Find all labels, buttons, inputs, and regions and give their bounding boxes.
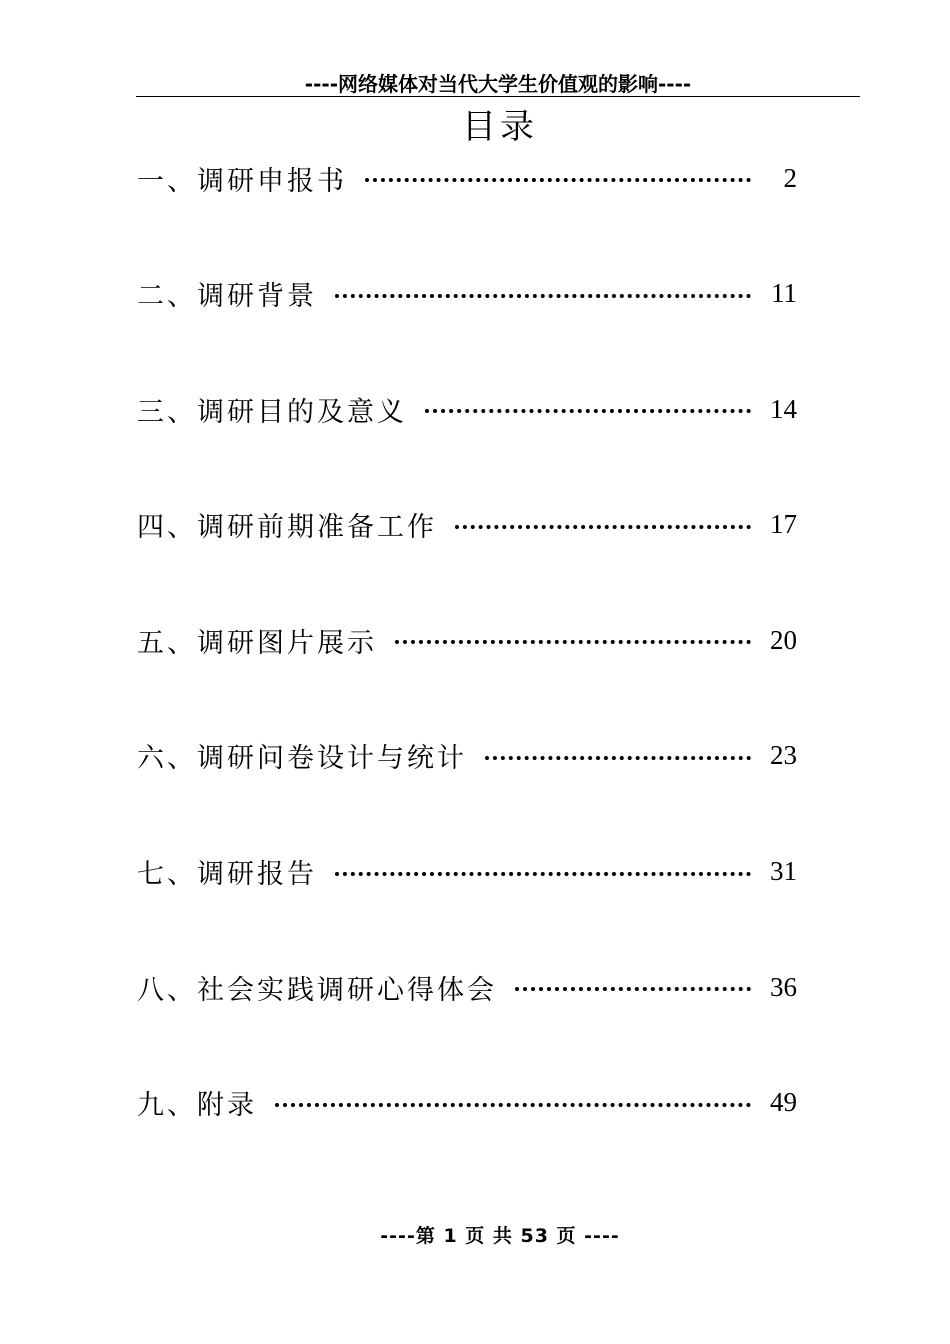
toc-entry-2[interactable] <box>137 274 797 314</box>
toc-dot-leader <box>275 1103 751 1107</box>
toc-page-number: 23 <box>770 740 797 771</box>
toc-entry-9[interactable] <box>137 1083 797 1123</box>
page-footer: ----第 1 页 共 53 页 ---- <box>380 1225 620 1247</box>
toc-entry-label: 七、调研报告 <box>137 859 317 891</box>
toc-entry-8[interactable] <box>137 967 797 1007</box>
toc-entry-label: 一、调研申报书 <box>137 165 347 197</box>
toc-entry-label: 三、调研目的及意义 <box>137 396 407 428</box>
toc-entry-label: 九、附录 <box>137 1090 257 1122</box>
toc-dot-leader <box>485 756 751 760</box>
toc-dot-leader <box>335 294 751 298</box>
header-divider <box>136 96 860 97</box>
toc-entry-label: 六、调研问卷设计与统计 <box>137 743 467 775</box>
toc-entry-label: 八、社会实践调研心得体会 <box>137 974 497 1006</box>
toc-entry-6[interactable] <box>137 736 797 776</box>
toc-page-number: 31 <box>770 856 797 887</box>
toc-dot-leader <box>455 525 751 529</box>
toc-page-number: 49 <box>770 1087 797 1118</box>
toc-page-number: 2 <box>783 162 797 193</box>
table-of-contents <box>137 158 797 1198</box>
toc-entry-7[interactable] <box>137 852 797 892</box>
toc-dot-leader <box>335 872 751 876</box>
toc-page-number: 20 <box>770 624 797 655</box>
toc-entry-3[interactable] <box>137 389 797 429</box>
toc-page-number: 11 <box>771 278 797 309</box>
toc-entry-label: 四、调研前期准备工作 <box>137 512 437 544</box>
toc-entry-label: 二、调研背景 <box>137 281 317 313</box>
toc-entry-1[interactable] <box>137 158 797 198</box>
running-header: ----网络媒体对当代大学生价值观的影响---- <box>304 72 692 96</box>
toc-entry-label: 五、调研图片展示 <box>137 627 377 659</box>
toc-page-number: 14 <box>770 393 797 424</box>
toc-dot-leader <box>365 178 751 182</box>
toc-dot-leader <box>515 987 751 991</box>
toc-page-number: 36 <box>770 971 797 1002</box>
toc-entry-5[interactable] <box>137 620 797 660</box>
toc-dot-leader <box>425 409 751 413</box>
toc-dot-leader <box>395 640 751 644</box>
toc-entry-4[interactable] <box>137 505 797 545</box>
toc-page-number: 17 <box>770 509 797 540</box>
page-title: 目录 <box>462 107 538 147</box>
